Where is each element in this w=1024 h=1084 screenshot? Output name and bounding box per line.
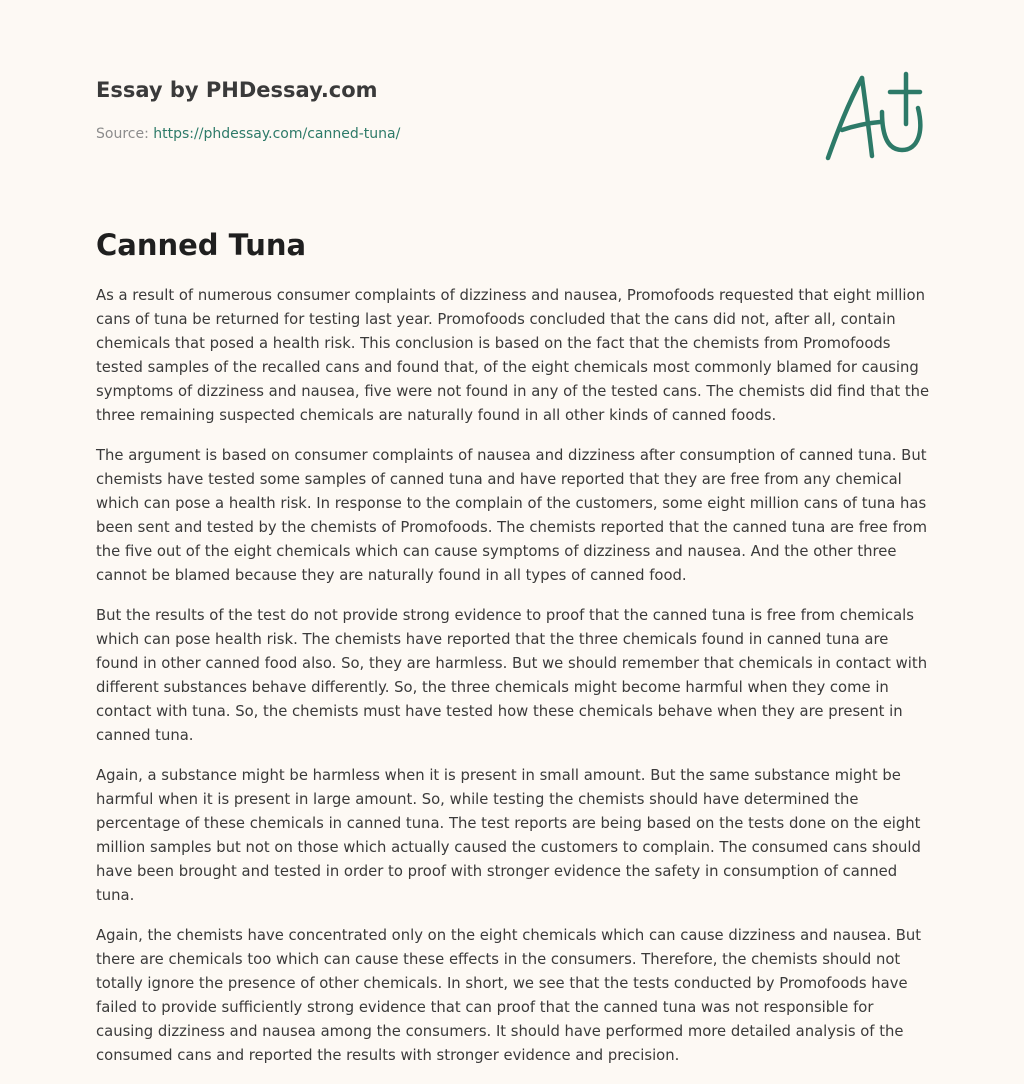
essay-paragraph: The argument is based on consumer complaints of nausea and dizziness after consumption of canned tuna. But chemists have tested some samples of canned tuna and have reported that they are free from any chemical which can pose a health risk. In response to the complain of the customers, some eight million cans of tuna has been sent and tested by the chemists of Promofoods. The chemists reported that the canned tuna are free from the five out of the eight chemicals which can cause symptoms of dizziness and nausea. And the other three cannot be blamed because they are naturally found in all types of canned food.	[96, 447, 928, 584]
essay-paragraph: Again, a substance might be harmless when it is present in small amount. But the same substance might be harmful when it is present in large amount. So, while testing the chemists should have determined the percentage of these chemicals in canned tuna. The test reports are being based on the tests done on the eight million samples but not on those which actually caused the customers to complain. The consumed cans should have been brought and tested in order to proof with stronger evidence the safety in consumption of canned tuna.	[96, 767, 921, 904]
essay-title: Canned Tuna	[96, 228, 307, 262]
essay-body	[96, 284, 932, 1084]
source-label: Source:	[96, 126, 149, 142]
source-link[interactable]: https://phdessay.com/canned-tuna/	[153, 126, 401, 142]
essay-header	[96, 76, 796, 144]
a-plus-grade-icon	[822, 68, 930, 164]
essay-paragraph: As a result of numerous consumer complaints of dizziness and nausea, Promofoods requested that eight million cans of tuna be returned for testing last year. Promofoods concluded that the cans did not, after all, contain chemicals that posed a health risk. This conclusion is based on the fact that the chemists from Promofoods tested samples of the recalled cans and found that, of the eight chemicals most commonly blamed for causing symptoms of dizziness and nausea, five were not found in any of the tested cans. The chemists did find that the three remaining suspected chemicals are naturally found in all other kinds of canned foods.	[96, 287, 930, 424]
essay-paragraph: Again, the chemists have concentrated only on the eight chemicals which can cause dizziness and nausea. But there are chemicals too which can cause these effects in the consumers. Therefore, the chemists should not totally ignore the presence of other chemicals. In short, we see that the tests conducted by Promofoods have failed to provide sufficiently strong evidence that can proof that the canned tuna was not responsible for causing dizziness and nausea among the consumers. It should have performed more detailed analysis of the consumed cans and reported the results with stronger evidence and precision.	[96, 927, 922, 1064]
site-brand: Essay by PHDessay.com	[96, 78, 378, 102]
source-line	[96, 124, 796, 144]
essay-paragraph: But the results of the test do not provide strong evidence to proof that the canned tuna is free from chemicals which can pose health risk. The chemists have reported that the three chemicals found in canned tuna are found in other canned food also. So, they are harmless. But we should remember that chemicals in contact with different substances behave differently. So, the three chemicals might become harmful when they come in contact with tuna. So, the chemists must have tested how these chemicals behave when they are present in canned tuna.	[96, 607, 928, 744]
